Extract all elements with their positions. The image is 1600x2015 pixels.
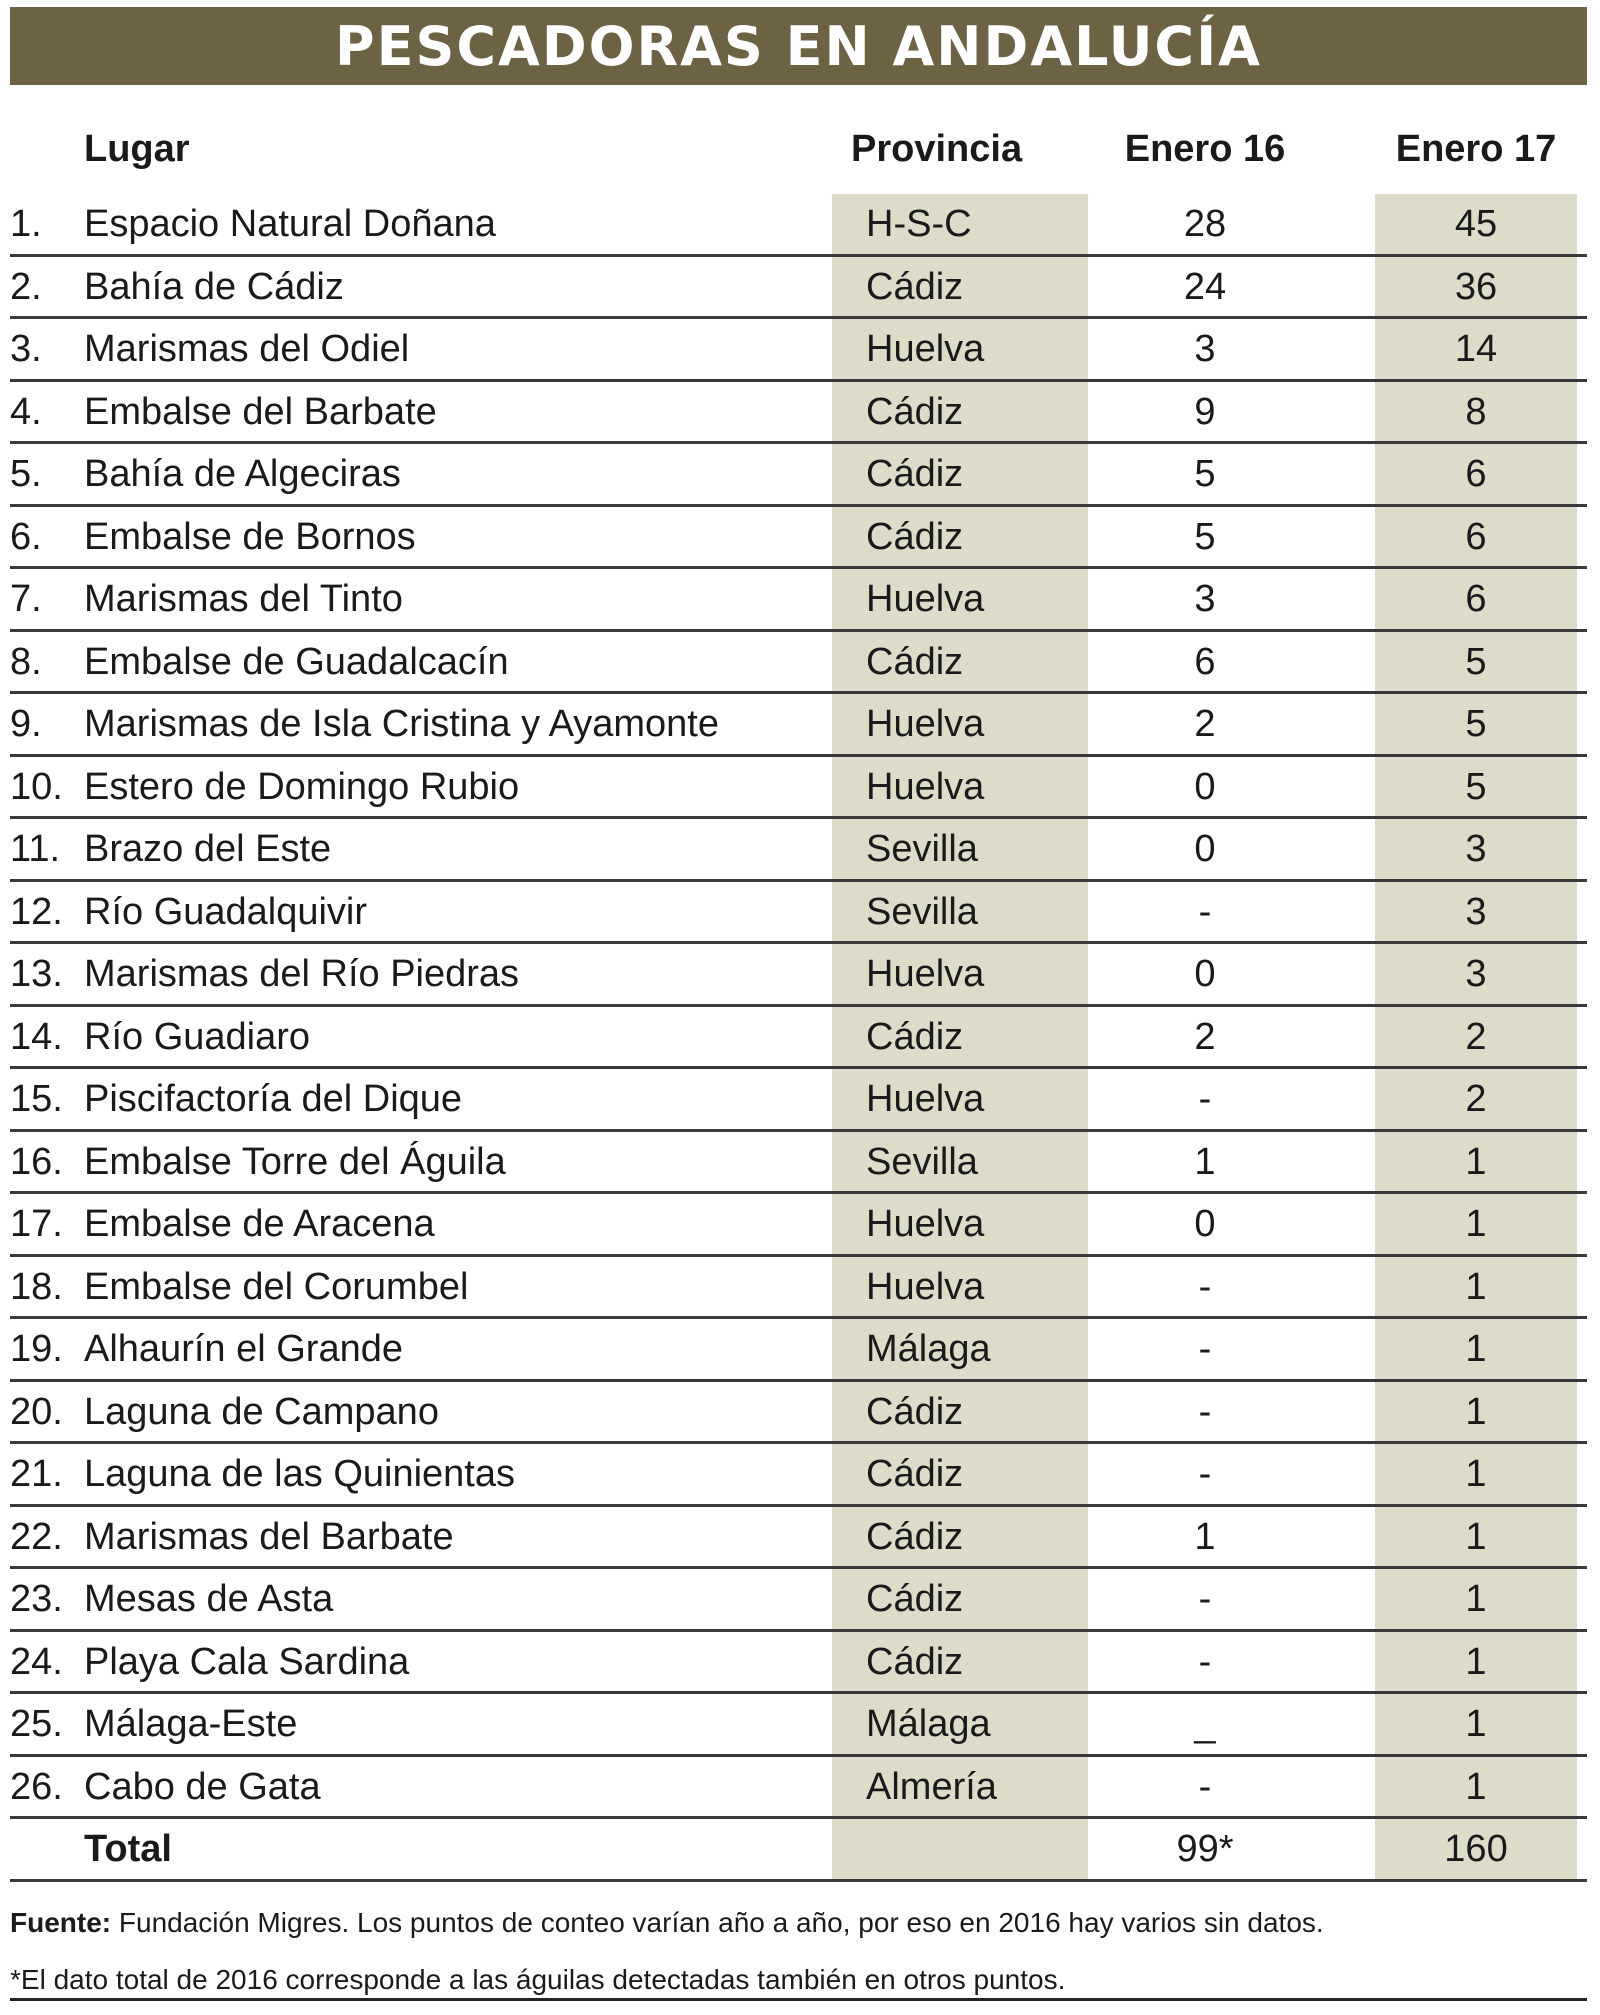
- cell-n: 26.: [10, 1765, 63, 1808]
- cell-n: 23.: [10, 1578, 63, 1620]
- cell-lugar: Estero de Domingo Rubio: [84, 765, 520, 808]
- table-row: [10, 944, 1587, 1007]
- cell-lugar: Embalse de Guadalcacín: [84, 640, 509, 683]
- cell-lugar: Alhaurín el Grande: [84, 1328, 403, 1370]
- cell-enero17: 6: [1465, 453, 1487, 495]
- cell-lugar: Embalse del Barbate: [84, 390, 437, 433]
- cell-provincia: Cádiz: [866, 1015, 964, 1058]
- table-row: [10, 1694, 1587, 1757]
- cell-n: 6.: [10, 515, 42, 558]
- cell-enero16: 5: [1194, 515, 1216, 558]
- cell-enero16: -: [1198, 1453, 1212, 1495]
- cell-lugar: Playa Cala Sardina: [84, 1640, 410, 1683]
- cell-n: 11.: [10, 828, 61, 870]
- cell-lugar: Espacio Natural Doñana: [84, 203, 496, 245]
- table-row: [10, 194, 1587, 257]
- table-row: [10, 1757, 1587, 1820]
- cell-lugar: Marismas del Odiel: [84, 328, 410, 370]
- cell-enero16: -: [1198, 1765, 1212, 1808]
- cell-lugar: Marismas del Tinto: [84, 578, 403, 620]
- cell-enero16: 0: [1194, 828, 1216, 870]
- table-row: [10, 382, 1587, 445]
- cell-provincia: Huelva: [866, 765, 985, 808]
- cell-provincia: Cádiz: [866, 515, 964, 558]
- cell-enero16: _: [1194, 1703, 1216, 1745]
- cell-enero17: 45: [1454, 203, 1498, 245]
- cell-enero16: -: [1198, 890, 1212, 933]
- table-row: [10, 632, 1587, 695]
- cell-enero17: 1: [1465, 1265, 1487, 1308]
- cell-enero17: 1: [1465, 1578, 1487, 1620]
- cell-provincia: Cádiz: [866, 640, 964, 683]
- total-row: [10, 1819, 1587, 1882]
- cell-lugar: Brazo del Este: [84, 828, 332, 870]
- table-row: [10, 1132, 1587, 1195]
- table-row: [10, 1507, 1587, 1570]
- cell-n: 21.: [10, 1453, 63, 1495]
- table-row: [10, 694, 1587, 757]
- source-label: Fuente:: [10, 1907, 112, 1938]
- table-row: [10, 1257, 1587, 1320]
- cell-lugar: Embalse del Corumbel: [84, 1265, 469, 1308]
- cell-enero16: -: [1198, 1328, 1212, 1370]
- cell-n: 4.: [10, 390, 42, 433]
- cell-lugar: Piscifactoría del Dique: [84, 1078, 463, 1120]
- cell-provincia: Huelva: [866, 328, 985, 370]
- cell-enero16: 5: [1194, 453, 1216, 495]
- table-row: [10, 507, 1587, 570]
- cell-enero17: 6: [1465, 515, 1487, 558]
- cell-provincia: Sevilla: [866, 828, 978, 870]
- cell-enero16: 0: [1194, 1203, 1216, 1245]
- cell-n: 5.: [10, 453, 42, 495]
- table-row: [10, 1444, 1587, 1507]
- cell-enero17: 1: [1465, 1140, 1487, 1183]
- cell-provincia: Cádiz: [866, 1390, 964, 1433]
- cell-enero17: 1: [1465, 1390, 1487, 1433]
- cell-lugar: Laguna de las Quinientas: [84, 1453, 515, 1495]
- cell-enero17: 5: [1465, 765, 1487, 808]
- cell-enero16: -: [1198, 1265, 1212, 1308]
- cell-lugar: Cabo de Gata: [84, 1765, 321, 1808]
- cell-lugar: Embalse de Bornos: [84, 515, 416, 558]
- cell-enero16: 0: [1194, 765, 1216, 808]
- cell-enero16: 1: [1194, 1515, 1216, 1558]
- cell-provincia: H-S-C: [866, 203, 972, 245]
- cell-n: 24.: [10, 1640, 63, 1683]
- cell-provincia: Huelva: [866, 578, 985, 620]
- cell-lugar: Embalse de Aracena: [84, 1203, 435, 1245]
- cell-enero17: 14: [1454, 328, 1498, 370]
- header-enero16: Enero 16: [1124, 128, 1286, 170]
- total-enero16: 99*: [1176, 1828, 1234, 1870]
- cell-n: 15.: [10, 1078, 63, 1120]
- cell-lugar: Bahía de Algeciras: [84, 453, 401, 495]
- cell-n: 2.: [10, 265, 42, 308]
- total-label: Total: [84, 1828, 172, 1870]
- cell-enero16: 2: [1194, 1015, 1216, 1058]
- cell-lugar: Bahía de Cádiz: [84, 265, 344, 308]
- table-row: [10, 757, 1587, 820]
- cell-lugar: Río Guadiaro: [84, 1015, 311, 1058]
- cell-enero16: 2: [1194, 703, 1216, 745]
- table-row: [10, 257, 1587, 320]
- cell-lugar: Marismas del Río Piedras: [84, 953, 520, 995]
- cell-n: 3.: [10, 328, 42, 370]
- cell-n: 12.: [10, 890, 63, 933]
- cell-lugar: Embalse Torre del Águila: [84, 1140, 506, 1183]
- cell-lugar: Marismas de Isla Cristina y Ayamonte: [84, 703, 719, 745]
- cell-lugar: Río Guadalquivir: [84, 890, 368, 933]
- cell-enero16: 6: [1194, 640, 1216, 683]
- cell-n: 25.: [10, 1703, 63, 1745]
- cell-lugar: Marismas del Barbate: [84, 1515, 454, 1558]
- footnote: *El dato total de 2016 corresponde a las águilas detectadas también en otros puntos.: [10, 1962, 1587, 2001]
- cell-enero17: 3: [1465, 953, 1487, 995]
- cell-n: 22.: [10, 1515, 63, 1558]
- header-lugar: Lugar: [84, 128, 190, 170]
- cell-enero16: 24: [1183, 265, 1227, 308]
- cell-n: 8.: [10, 640, 42, 683]
- total-enero17: 160: [1444, 1828, 1508, 1870]
- header-provincia: Provincia: [851, 128, 1023, 170]
- cell-n: 16.: [10, 1140, 63, 1183]
- cell-enero17: 5: [1465, 640, 1487, 683]
- cell-enero17: 5: [1465, 703, 1487, 745]
- cell-enero16: -: [1198, 1578, 1212, 1620]
- cell-enero16: 0: [1194, 953, 1216, 995]
- table-row: [10, 1007, 1587, 1070]
- page-title: PESCADORAS EN ANDALUCÍA: [335, 14, 1262, 78]
- cell-enero17: 1: [1465, 1328, 1487, 1370]
- cell-enero17: 1: [1465, 1703, 1487, 1745]
- cell-provincia: Cádiz: [866, 265, 964, 308]
- cell-enero17: 8: [1465, 390, 1487, 433]
- table-row: [10, 819, 1587, 882]
- cell-enero16: -: [1198, 1078, 1212, 1120]
- cell-enero16: -: [1198, 1390, 1212, 1433]
- cell-provincia: Sevilla: [866, 1140, 978, 1183]
- table-row: [10, 1569, 1587, 1632]
- cell-n: 19.: [10, 1328, 63, 1370]
- cell-provincia: Málaga: [866, 1703, 991, 1745]
- cell-enero17: 1: [1465, 1453, 1487, 1495]
- cell-n: 20.: [10, 1390, 63, 1433]
- table-row: [10, 569, 1587, 632]
- cell-enero17: 3: [1465, 890, 1487, 933]
- cell-enero16: 3: [1194, 328, 1216, 370]
- title-bar: [10, 7, 1587, 85]
- table-row: [10, 1194, 1587, 1257]
- cell-provincia: Cádiz: [866, 1515, 964, 1558]
- cell-provincia: Huelva: [866, 1203, 985, 1245]
- cell-enero17: 36: [1454, 265, 1498, 308]
- cell-enero17: 3: [1465, 828, 1487, 870]
- cell-provincia: Málaga: [866, 1328, 991, 1370]
- cell-provincia: Cádiz: [866, 390, 964, 433]
- cell-n: 10.: [10, 765, 63, 808]
- source-note: [10, 1905, 1324, 1941]
- cell-enero17: 2: [1465, 1078, 1487, 1120]
- cell-enero17: 1: [1465, 1515, 1487, 1558]
- cell-enero16: -: [1198, 1640, 1212, 1683]
- table-row: [10, 444, 1587, 507]
- cell-enero17: 2: [1465, 1015, 1487, 1058]
- cell-provincia: Huelva: [866, 953, 985, 995]
- cell-provincia: Huelva: [866, 703, 985, 745]
- cell-enero17: 1: [1465, 1203, 1487, 1245]
- cell-provincia: Huelva: [866, 1265, 985, 1308]
- cell-n: 9.: [10, 703, 42, 745]
- header-enero17: Enero 17: [1395, 128, 1557, 170]
- cell-lugar: Mesas de Asta: [84, 1578, 334, 1620]
- cell-n: 7.: [10, 578, 42, 620]
- cell-provincia: Cádiz: [866, 1640, 964, 1683]
- table-row: [10, 882, 1587, 945]
- cell-enero16: 3: [1194, 578, 1216, 620]
- cell-n: 1.: [10, 203, 42, 245]
- cell-provincia: Huelva: [866, 1078, 985, 1120]
- table-row: [10, 1632, 1587, 1695]
- table-row: [10, 1382, 1587, 1445]
- cell-n: 17.: [10, 1203, 63, 1245]
- cell-provincia: Cádiz: [866, 1453, 964, 1495]
- table-row: [10, 319, 1587, 382]
- cell-enero17: 1: [1465, 1640, 1487, 1683]
- cell-provincia: Almería: [866, 1765, 997, 1808]
- cell-provincia: Cádiz: [866, 453, 964, 495]
- cell-lugar: Málaga-Este: [84, 1703, 298, 1745]
- cell-provincia: Sevilla: [866, 890, 978, 933]
- cell-enero17: 1: [1465, 1765, 1487, 1808]
- source-text: Fundación Migres. Los puntos de conteo varían año a año, por eso en 2016 hay varios sin datos.: [111, 1907, 1324, 1938]
- cell-provincia: Cádiz: [866, 1578, 964, 1620]
- cell-n: 13.: [10, 953, 63, 995]
- table-row: [10, 1069, 1587, 1132]
- cell-enero16: 28: [1183, 203, 1227, 245]
- table-row: [10, 1319, 1587, 1382]
- cell-enero16: 9: [1194, 390, 1216, 433]
- cell-enero17: 6: [1465, 578, 1487, 620]
- cell-n: 14.: [10, 1015, 63, 1058]
- cell-lugar: Laguna de Campano: [84, 1390, 439, 1433]
- cell-enero16: 1: [1194, 1140, 1216, 1183]
- cell-n: 18.: [10, 1265, 63, 1308]
